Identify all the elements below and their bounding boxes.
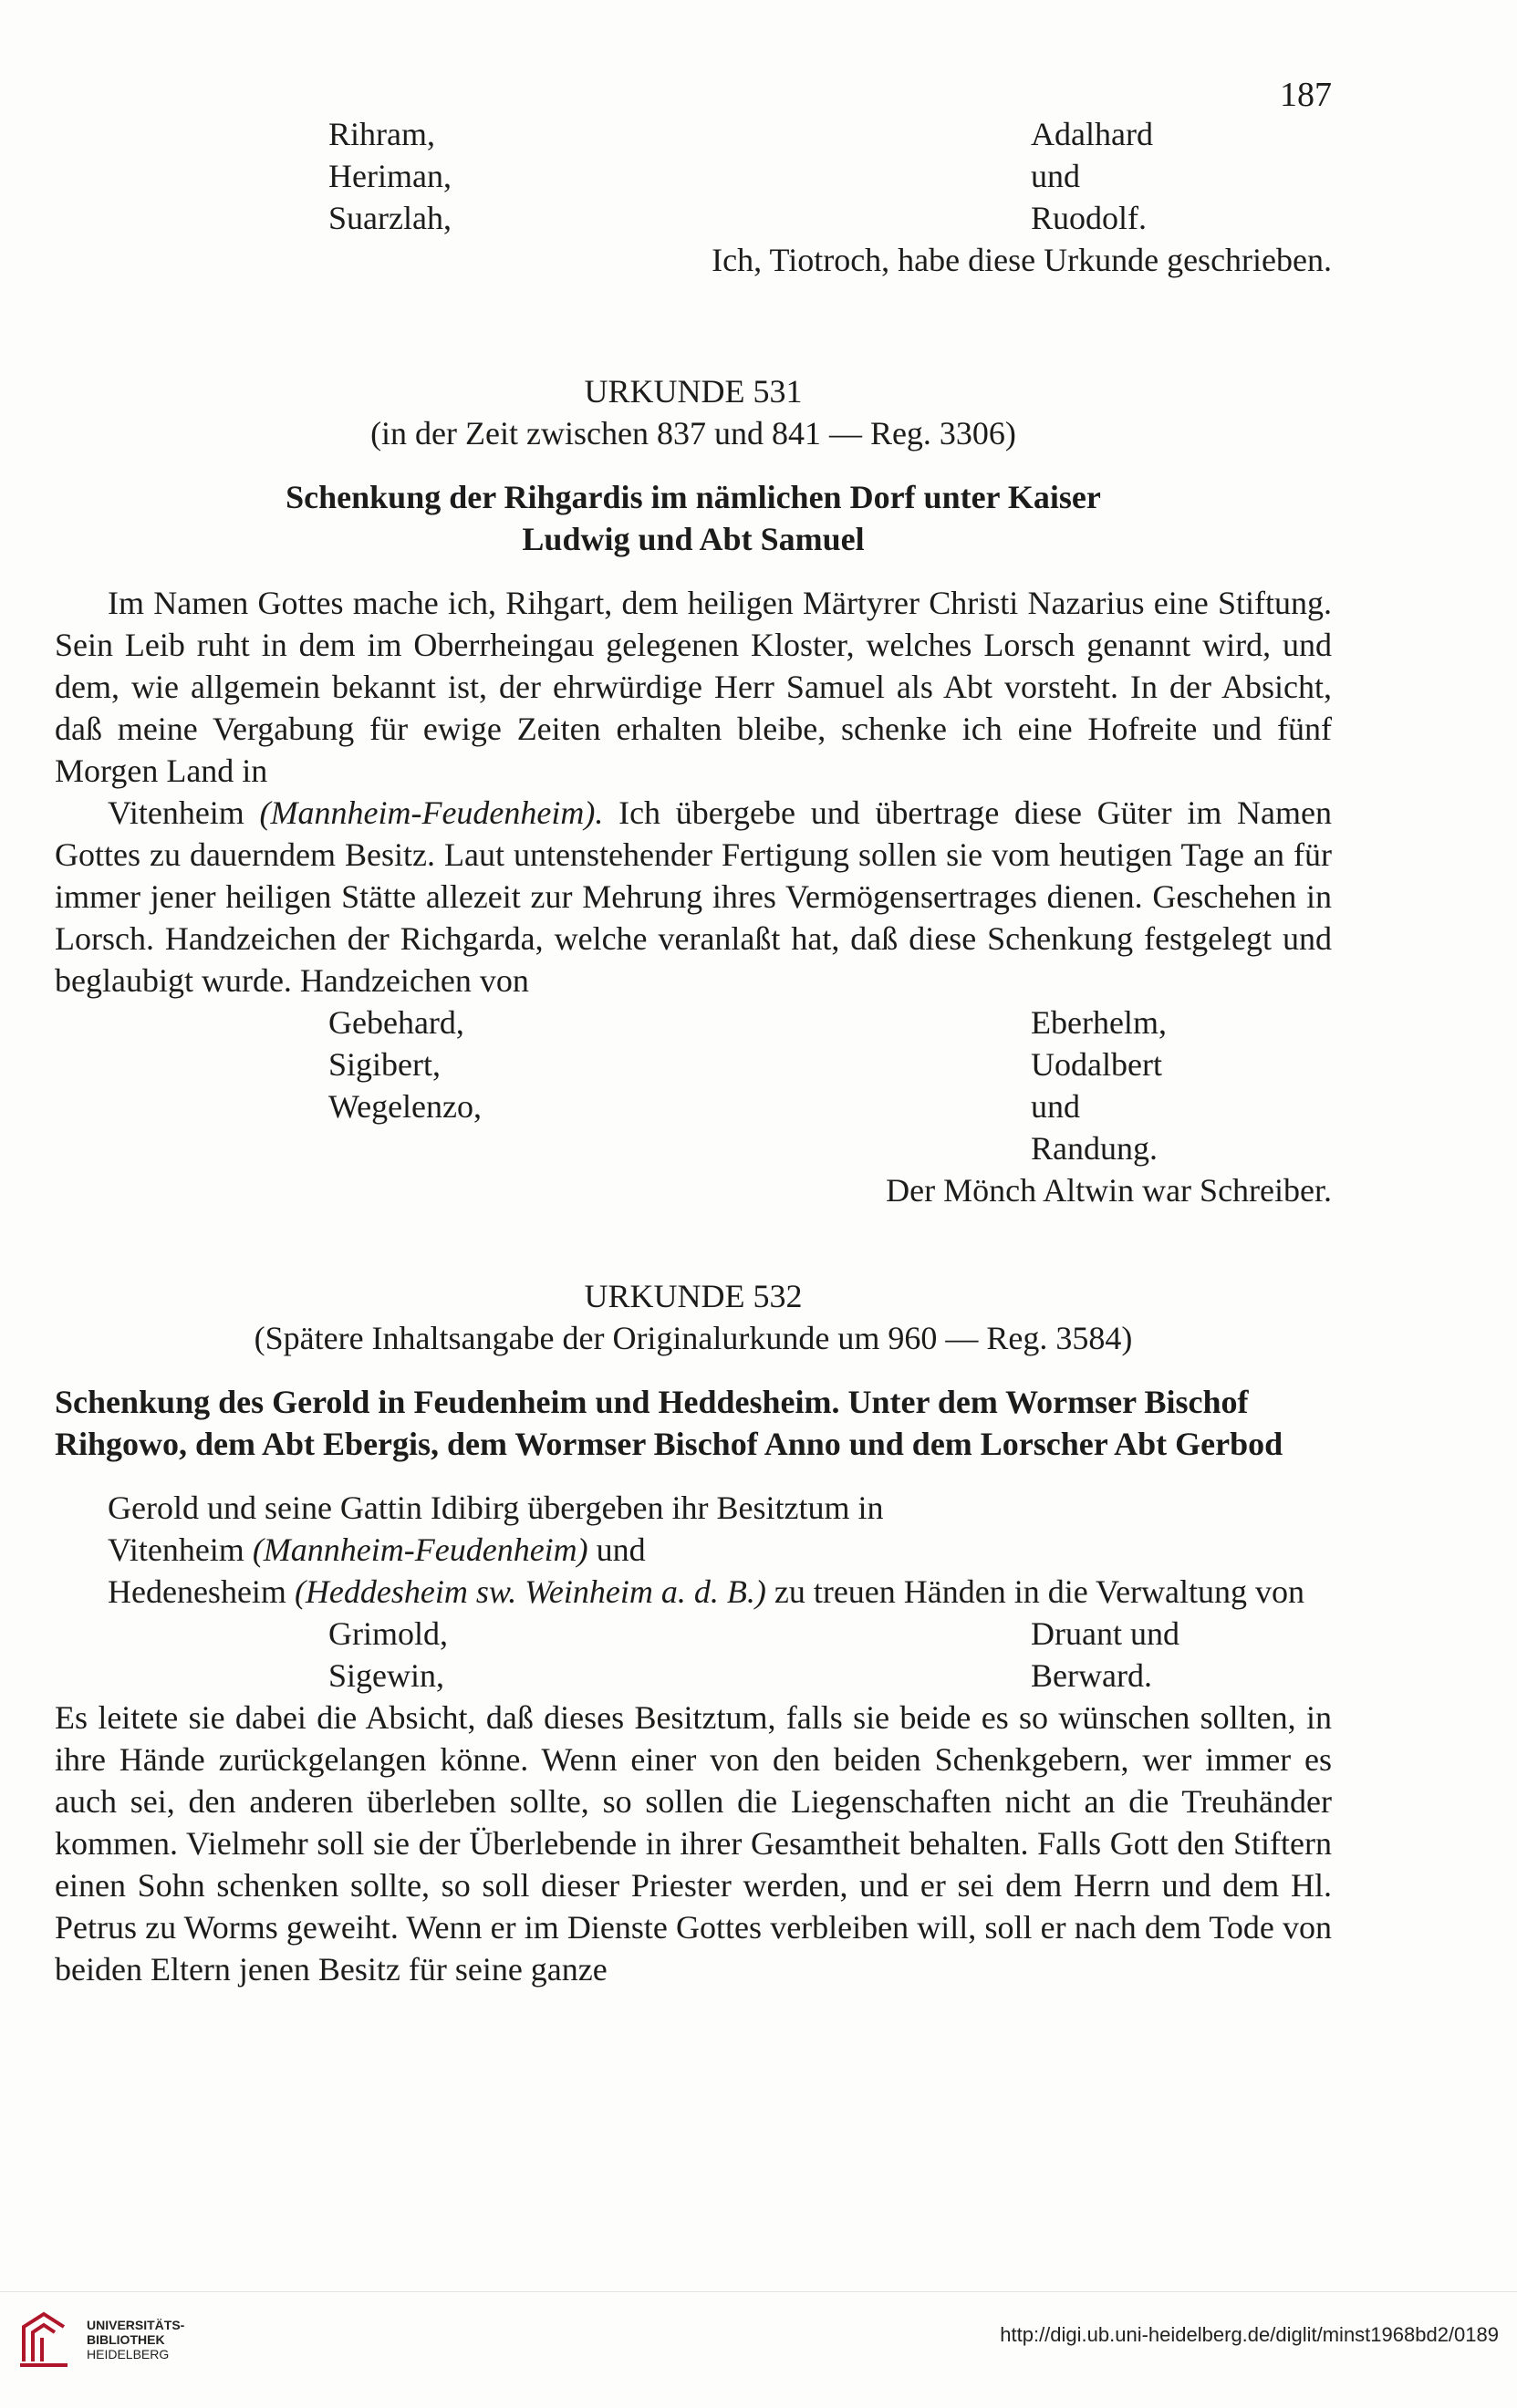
witness-name: Eberhelm, <box>1031 1004 1167 1041</box>
paragraph-text: und <box>596 1531 646 1568</box>
charter-date: (in der Zeit zwischen 837 und 841 — Reg. 3306) <box>370 415 1016 452</box>
charter-line <box>55 1529 1332 1571</box>
library-name-line: UNIVERSITÄTS- <box>87 2318 185 2332</box>
place-name: Hedenesheim <box>108 1573 286 1610</box>
charter-title: URKUNDE 531 <box>584 373 803 410</box>
page-number: 187 <box>1280 76 1332 114</box>
paragraph-text: Ich übergebe und übertrage diese Güter im Namen Gottes zu dauerndem Besitz. Laut untenstehender Fertigung sollen sie vom heutigen Tage an für immer jener heiligen Stätte allezeit zur Mehrung ihres Vermögensertrages dienen. Geschehen in Lorsch. Handzeichen der Richgarda, welche veranlaßt hat, daß diese Schenkung festgelegt und beglaubigt wurde. Handzeichen von <box>55 794 1333 999</box>
witness-name: Ruodolf. <box>1031 200 1148 236</box>
witness-name: Suarzlah, <box>328 200 452 236</box>
place-name: Vitenheim <box>108 1531 244 1568</box>
charter-heading: Ludwig und Abt Samuel <box>522 521 865 557</box>
viewer-footer <box>0 2291 1517 2383</box>
charter-heading: Schenkung des Gerold in Feudenheim und Heddesheim. Unter dem Wormser Bischof <box>55 1384 1249 1420</box>
page-content <box>55 73 1332 1990</box>
witness-name: Wegelenzo, <box>328 1088 483 1125</box>
witness-name: Rihram, <box>328 116 435 152</box>
library-name-line: HEIDELBERG <box>87 2347 170 2361</box>
witness-name: Heriman, <box>328 158 452 194</box>
charter-line: Gerold und seine Gattin Idibirg übergeben ihr Besitztum in <box>108 1489 884 1526</box>
place-note: (Mannheim-Feudenheim) <box>252 1531 588 1568</box>
charter-paragraph: Im Namen Gottes mache ich, Rihgart, dem heiligen Märtyrer Christi Nazarius eine Stiftung. Sein Leib ruht in dem im Oberrheingau gelegenen Kloster, welches Lorsch genannt wird, und dem, wie allgemein bekannt ist, der ehrwürdige Herr Samuel als Abt vorsteht. In der Absicht, daß meine Vergabung für ewige Zeiten erhalten bleibe, schenke ich eine Hofreite und fünf Morgen Land in <box>55 585 1332 789</box>
witness-name: Grimold, <box>328 1615 448 1652</box>
witness-name: Gebehard, <box>328 1004 464 1041</box>
paragraph-text: zu treuen Händen in die Verwaltung von <box>774 1573 1305 1610</box>
witness-name: Sigibert, <box>328 1046 441 1083</box>
charter-paragraph: Es leitete sie dabei die Absicht, daß dieses Besitztum, falls sie beide es so wünschen sollten, in ihre Hände zurückgelangen könne. Wenn einer von den beiden Schenkgebern, wer immer es auch sei, den anderen überleben sollte, so sollen die Liegenschaften nicht an die Treuhänder kommen. Vielmehr soll sie der Überlebende in ihrer Gesamtheit behalten. Falls Gott den Stiftern einen Sohn schenken sollte, so soll dieser Priester werden, und er sei dem Herrn und dem Hl. Petrus zu Worms geweiht. Wenn er im Dienste Gottes verbleiben will, soll er nach dem Tode von beiden Eltern jenen Besitz für seine ganze <box>55 1699 1332 1988</box>
charter-paragraph <box>55 792 1332 1002</box>
charter-title: URKUNDE 532 <box>584 1278 803 1314</box>
scribe-note: Der Mönch Altwin war Schreiber. <box>886 1172 1332 1209</box>
witness-list <box>55 1002 1332 1169</box>
witness-name: und <box>1031 158 1080 194</box>
library-name-line: BIBLIOTHEK <box>87 2332 165 2347</box>
charter-line <box>55 1571 1332 1613</box>
witness-name: und <box>1031 1088 1080 1125</box>
charter-heading: Rihgowo, dem Abt Ebergis, dem Wormser Bischof Anno und dem Lorscher Abt Gerbod <box>55 1426 1283 1462</box>
witness-name: Randung. <box>1031 1130 1158 1167</box>
charter-date: (Spätere Inhaltsangabe der Originalurkunde um 960 — Reg. 3584) <box>254 1320 1133 1356</box>
witness-name: Sigewin, <box>328 1657 445 1694</box>
university-library-logo <box>16 2307 71 2371</box>
place-note: (Heddesheim sw. Weinheim a. d. B.) <box>294 1573 766 1610</box>
place-note: (Mannheim-Feudenheim). <box>259 794 604 831</box>
witness-name: Uodalbert <box>1031 1046 1162 1083</box>
scribe-note: Ich, Tiotroch, habe diese Urkunde geschrieben. <box>712 242 1332 278</box>
place-name: Vitenheim <box>108 794 244 831</box>
witness-name: Berward. <box>1031 1657 1152 1694</box>
permalink[interactable]: http://digi.ub.uni-heidelberg.de/diglit/minst1968bd2/0189 <box>1000 2323 1499 2346</box>
witness-name: Adalhard <box>1031 116 1153 152</box>
witness-list <box>55 1613 1332 1697</box>
library-name <box>87 2318 184 2361</box>
charter-heading: Schenkung der Rihgardis im nämlichen Dorf unter Kaiser <box>286 479 1101 515</box>
witness-name: Druant und <box>1031 1615 1179 1652</box>
witness-list-previous <box>55 113 1332 239</box>
